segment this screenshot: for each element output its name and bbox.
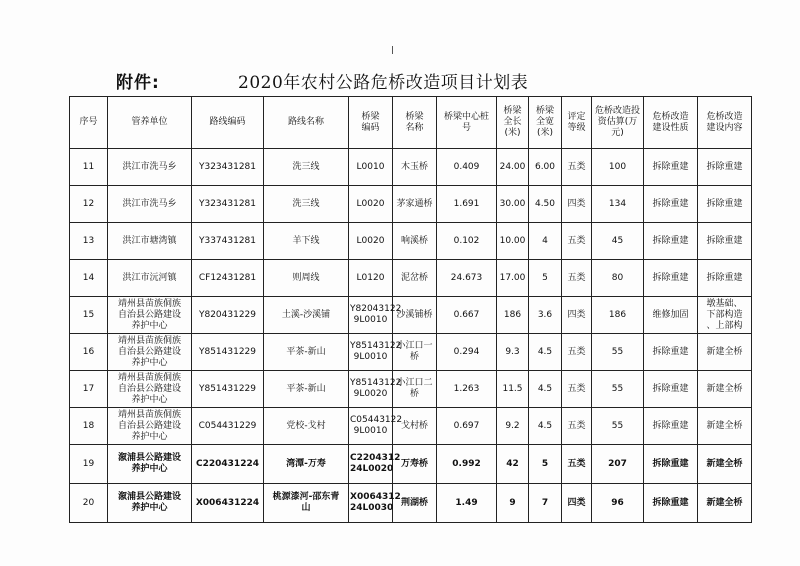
table-cell: 靖州县苗族侗族 自治县公路建设 养护中心 [108, 297, 192, 334]
table-cell: 戈村桥 [393, 408, 437, 445]
table-cell: 55 [592, 371, 644, 408]
table-cell: 溆浦县公路建设 养护中心 [108, 484, 192, 523]
table-cell: 4.5 [529, 334, 562, 371]
table-cell: 45 [592, 223, 644, 260]
table-cell: 4.50 [529, 186, 562, 223]
table-cell: 平茶-新山 [264, 371, 349, 408]
column-header: 危桥改造 建设性质 [644, 97, 698, 149]
table-cell: 洪江市沅河镇 [108, 260, 192, 297]
table-cell: 茅家通桥 [393, 186, 437, 223]
column-header: 危桥改造 建设内容 [698, 97, 752, 149]
table-cell: 0.102 [437, 223, 497, 260]
table-cell: L0020 [349, 223, 393, 260]
table-cell: 五类 [562, 371, 592, 408]
table-row [70, 260, 752, 297]
table-cell: 5 [529, 445, 562, 484]
table-cell: Y337431281 [192, 223, 264, 260]
table-cell: 10.00 [497, 223, 529, 260]
column-header: 桥梁 编码 [349, 97, 393, 149]
table-cell: 55 [592, 408, 644, 445]
table-cell: 四类 [562, 484, 592, 523]
table-row [70, 149, 752, 186]
table-cell: 6.00 [529, 149, 562, 186]
table-row [70, 223, 752, 260]
table-cell: 土溪-沙溪铺 [264, 297, 349, 334]
table-cell: 9.3 [497, 334, 529, 371]
table-cell: 泥岔桥 [393, 260, 437, 297]
table-cell: 湾潭-万寿 [264, 445, 349, 484]
table-cell: 拆除重建 [644, 371, 698, 408]
table-cell: 16 [70, 334, 108, 371]
table-cell: 0.294 [437, 334, 497, 371]
table-cell: 维修加固 [644, 297, 698, 334]
table-cell: 19 [70, 445, 108, 484]
table-cell: 18 [70, 408, 108, 445]
table-cell: 拆除重建 [698, 186, 752, 223]
table-cell: 17 [70, 371, 108, 408]
table-cell: 拆除重建 [698, 149, 752, 186]
table-cell: 12 [70, 186, 108, 223]
table-cell: Y85143122 9L0010 [349, 334, 393, 371]
table-cell: 拆除重建 [644, 260, 698, 297]
column-header: 序号 [70, 97, 108, 149]
table-header-row [70, 97, 752, 149]
table-cell: 拆除重建 [644, 408, 698, 445]
table-cell: 新建全桥 [698, 445, 752, 484]
column-header: 评定 等级 [562, 97, 592, 149]
table-cell: 溆浦县公路建设 养护中心 [108, 445, 192, 484]
table-cell: C054431229 [192, 408, 264, 445]
table-cell: Y851431229 [192, 371, 264, 408]
table-cell: 洗三线 [264, 149, 349, 186]
scan-mark [392, 46, 393, 54]
column-header: 桥梁 全长 (米) [497, 97, 529, 149]
table-cell: C220431224 [192, 445, 264, 484]
table-row [70, 334, 752, 371]
table-row [70, 297, 752, 334]
table-cell: 万寿桥 [393, 445, 437, 484]
table-row [70, 186, 752, 223]
table-cell: 15 [70, 297, 108, 334]
table-cell: X006431224 [192, 484, 264, 523]
table-cell: L0120 [349, 260, 393, 297]
bridge-plan-table [69, 96, 752, 523]
column-header: 桥梁 名称 [393, 97, 437, 149]
table-cell: 拆除重建 [644, 149, 698, 186]
column-header: 路线名称 [264, 97, 349, 149]
table-cell: 20 [70, 484, 108, 523]
table-cell: 四类 [562, 186, 592, 223]
table-cell: 拆除重建 [644, 484, 698, 523]
table-cell: 100 [592, 149, 644, 186]
table-cell: 木玉桥 [393, 149, 437, 186]
column-header: 管养单位 [108, 97, 192, 149]
table-cell: 0.992 [437, 445, 497, 484]
table-cell: 新建全桥 [698, 408, 752, 445]
table-cell: 小江口一 桥 [393, 334, 437, 371]
table-cell: 则周线 [264, 260, 349, 297]
table-cell: 新建全桥 [698, 371, 752, 408]
table-cell: X0064312 24L0030 [349, 484, 393, 523]
table-cell: 响溪桥 [393, 223, 437, 260]
column-header: 桥梁 全宽 (米) [529, 97, 562, 149]
table-row [70, 445, 752, 484]
attachment-label: 附件: [116, 73, 160, 93]
table-cell: 拆除重建 [698, 260, 752, 297]
table-cell: 24.673 [437, 260, 497, 297]
table-cell: 1.49 [437, 484, 497, 523]
table-cell: 五类 [562, 445, 592, 484]
table-cell: 186 [592, 297, 644, 334]
document-title: 2020年农村公路危桥改造项目计划表 [238, 73, 529, 93]
table-cell: 拆除重建 [644, 223, 698, 260]
table-cell: L0020 [349, 186, 393, 223]
table-cell: 洗三线 [264, 186, 349, 223]
table-cell: 17.00 [497, 260, 529, 297]
table-cell: 13 [70, 223, 108, 260]
table-cell: 拆除重建 [644, 186, 698, 223]
table-row [70, 371, 752, 408]
table-cell: 11 [70, 149, 108, 186]
table-cell: 洪江市洗马乡 [108, 149, 192, 186]
table-cell: 四类 [562, 297, 592, 334]
table-cell: 靖州县苗族侗族 自治县公路建设 养护中心 [108, 408, 192, 445]
table-cell: 3.6 [529, 297, 562, 334]
table-cell: 11.5 [497, 371, 529, 408]
table-cell: 30.00 [497, 186, 529, 223]
table-cell: 1.263 [437, 371, 497, 408]
table-cell: 4.5 [529, 371, 562, 408]
table-cell: 拆除重建 [644, 334, 698, 371]
table-cell: 42 [497, 445, 529, 484]
table-cell: 24.00 [497, 149, 529, 186]
table-cell: 0.409 [437, 149, 497, 186]
table-cell: 墩基础、 下部构造 、上部构 [698, 297, 752, 334]
table-cell: 五类 [562, 260, 592, 297]
table-cell: C2204312 24L0020 [349, 445, 393, 484]
table-cell: 小江口二 桥 [393, 371, 437, 408]
table-cell: 134 [592, 186, 644, 223]
table-cell: 拆除重建 [644, 445, 698, 484]
table-cell: Y323431281 [192, 149, 264, 186]
table-cell: 五类 [562, 334, 592, 371]
table-cell: 186 [497, 297, 529, 334]
table-cell: 80 [592, 260, 644, 297]
table-cell: 9 [497, 484, 529, 523]
column-header: 危桥改造投 资估算(万 元) [592, 97, 644, 149]
table-cell: 7 [529, 484, 562, 523]
table-cell: 1.691 [437, 186, 497, 223]
table-cell: 9.2 [497, 408, 529, 445]
table-cell: 靖州县苗族侗族 自治县公路建设 养护中心 [108, 371, 192, 408]
table-cell: Y85143122 9L0020 [349, 371, 393, 408]
table-cell: Y323431281 [192, 186, 264, 223]
table-cell: 党校-戈村 [264, 408, 349, 445]
table-cell: Y851431229 [192, 334, 264, 371]
table-cell: 0.697 [437, 408, 497, 445]
table-cell: 新建全桥 [698, 484, 752, 523]
table-cell: 沙溪铺桥 [393, 297, 437, 334]
table-cell: 4 [529, 223, 562, 260]
table-cell: C05443122 9L0010 [349, 408, 393, 445]
table-cell: Y820431229 [192, 297, 264, 334]
table-cell: 五类 [562, 149, 592, 186]
table-cell: L0010 [349, 149, 393, 186]
table-cell: 羊下线 [264, 223, 349, 260]
table-cell: 4.5 [529, 408, 562, 445]
table-cell: 0.667 [437, 297, 497, 334]
table-cell: 五类 [562, 223, 592, 260]
table-cell: CF12431281 [192, 260, 264, 297]
table-cell: 新建全桥 [698, 334, 752, 371]
column-header: 桥梁中心桩 号 [437, 97, 497, 149]
table-row [70, 484, 752, 523]
table-cell: 96 [592, 484, 644, 523]
table-cell: 洪江市塘湾镇 [108, 223, 192, 260]
table-cell: 桃源漆河-邵东青 山 [264, 484, 349, 523]
table-cell: 207 [592, 445, 644, 484]
table-cell: Y82043122 9L0010 [349, 297, 393, 334]
table-cell: 14 [70, 260, 108, 297]
table-cell: 洪江市洗马乡 [108, 186, 192, 223]
table-cell: 55 [592, 334, 644, 371]
table-cell: 拆除重建 [698, 223, 752, 260]
table-cell: 平茶-新山 [264, 334, 349, 371]
table-cell: 五类 [562, 408, 592, 445]
table-row [70, 408, 752, 445]
table-cell: 荆湖桥 [393, 484, 437, 523]
table-cell: 靖州县苗族侗族 自治县公路建设 养护中心 [108, 334, 192, 371]
column-header: 路线编码 [192, 97, 264, 149]
table-cell: 5 [529, 260, 562, 297]
